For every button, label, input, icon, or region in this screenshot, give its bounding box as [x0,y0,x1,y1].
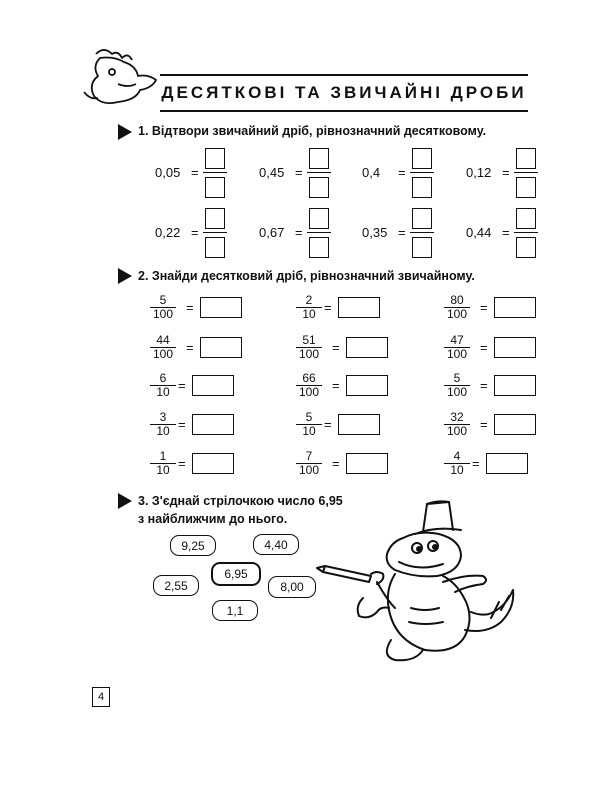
decimal-answer-box[interactable] [346,375,388,396]
denominator-box[interactable] [516,177,536,198]
fraction-denominator: 100 [446,347,468,361]
equals-sign: = [480,417,488,432]
option-1-1[interactable]: 1,1 [212,600,258,621]
numerator-box[interactable] [205,208,225,229]
common-fraction [296,411,322,438]
equals-sign: = [332,456,340,471]
fraction-bar [203,232,227,233]
decimal-value: 0,35 [362,225,388,240]
equals-sign: = [178,378,186,393]
task3-text-line1: 3. З'єднай стрілочкою число 6,95 [138,494,343,508]
fraction-denominator: 10 [450,463,464,477]
fraction-denominator: 100 [298,347,320,361]
dragon-head-icon [78,44,160,112]
denominator-box[interactable] [309,237,329,258]
fraction-denominator: 100 [298,385,320,399]
decimal-value: 0,22 [155,225,181,240]
decimal-answer-box[interactable] [346,453,388,474]
fraction-numerator: 4 [444,450,470,464]
equals-sign: = [295,225,303,240]
fraction-denominator: 10 [156,424,170,438]
equals-sign: = [178,417,186,432]
option-9-25[interactable]: 9,25 [170,535,216,556]
fraction-bar [514,232,538,233]
decimal-answer-box[interactable] [192,375,234,396]
fraction-denominator: 100 [152,347,174,361]
common-fraction [150,334,176,361]
decimal-answer-box[interactable] [192,414,234,435]
common-fraction [444,334,470,361]
fraction-numerator: 3 [150,411,176,425]
common-fraction [444,411,470,438]
common-fraction [150,294,176,321]
equals-sign: = [502,165,510,180]
equals-sign: = [502,225,510,240]
common-fraction [296,450,322,477]
equals-sign: = [398,225,406,240]
equals-sign: = [472,456,480,471]
equals-sign: = [332,340,340,355]
numerator-box[interactable] [309,208,329,229]
task1-arrow-icon [118,124,132,140]
decimal-answer-box[interactable] [200,297,242,318]
fraction-bar [410,232,434,233]
equals-sign: = [191,165,199,180]
option-4-40[interactable]: 4,40 [253,534,299,555]
task2-arrow-icon [118,268,132,284]
fraction-denominator: 10 [156,463,170,477]
fraction-denominator: 10 [302,307,316,321]
fraction-bar [514,172,538,173]
decimal-value: 0,45 [259,165,285,180]
fraction-bar [410,172,434,173]
fraction-numerator: 1 [150,450,176,464]
common-fraction [150,411,176,438]
equals-sign: = [480,340,488,355]
page-number: 4 [92,687,110,707]
task2-text: 2. Знайди десятковий дріб, рівнозначний звичайному. [138,269,475,283]
fraction-denominator: 10 [302,424,316,438]
fraction-denominator: 100 [446,424,468,438]
fraction-numerator: 7 [296,450,322,464]
decimal-value: 0,05 [155,165,181,180]
fraction-bar [307,172,331,173]
fraction-bar [307,232,331,233]
decimal-answer-box[interactable] [486,453,528,474]
fraction-numerator: 5 [296,411,322,425]
fraction-denominator: 100 [152,307,174,321]
decimal-answer-box[interactable] [494,375,536,396]
decimal-answer-box[interactable] [494,337,536,358]
equals-sign: = [480,378,488,393]
equals-sign: = [324,417,332,432]
common-fraction [444,450,470,477]
fraction-numerator: 44 [150,334,176,348]
decimal-answer-box[interactable] [494,414,536,435]
equals-sign: = [191,225,199,240]
decimal-answer-box[interactable] [200,337,242,358]
equals-sign: = [186,340,194,355]
decimal-answer-box[interactable] [346,337,388,358]
equals-sign: = [480,300,488,315]
fraction-denominator: 100 [446,307,468,321]
denominator-box[interactable] [205,177,225,198]
fraction-numerator: 2 [296,294,322,308]
numerator-box[interactable] [412,148,432,169]
decimal-value: 0,44 [466,225,492,240]
numerator-box[interactable] [516,208,536,229]
center-number-6-95[interactable]: 6,95 [211,562,261,586]
numerator-box[interactable] [412,208,432,229]
equals-sign: = [178,456,186,471]
equals-sign: = [186,300,194,315]
fraction-numerator: 51 [296,334,322,348]
numerator-box[interactable] [205,148,225,169]
denominator-box[interactable] [309,177,329,198]
task3-text-line2: з найближчим до нього. [138,512,288,526]
denominator-box[interactable] [516,237,536,258]
equals-sign: = [324,300,332,315]
fraction-numerator: 6 [150,372,176,386]
common-fraction [444,294,470,321]
fraction-denominator: 100 [298,463,320,477]
fraction-numerator: 32 [444,411,470,425]
denominator-box[interactable] [412,177,432,198]
fraction-denominator: 10 [156,385,170,399]
dinosaur-with-hat-icon [315,490,520,670]
fraction-numerator: 5 [150,294,176,308]
decimal-answer-box[interactable] [192,453,234,474]
numerator-box[interactable] [516,148,536,169]
decimal-value: 0,12 [466,165,492,180]
option-8-00[interactable]: 8,00 [268,576,316,598]
decimal-answer-box[interactable] [494,297,536,318]
fraction-denominator: 100 [446,385,468,399]
fraction-numerator: 47 [444,334,470,348]
fraction-numerator: 66 [296,372,322,386]
decimal-value: 0,4 [362,165,381,180]
decimal-value: 0,67 [259,225,285,240]
option-2-55[interactable]: 2,55 [153,575,199,596]
fraction-bar [203,172,227,173]
denominator-box[interactable] [412,237,432,258]
denominator-box[interactable] [205,237,225,258]
common-fraction [296,372,322,399]
fraction-numerator: 5 [444,372,470,386]
common-fraction [150,372,176,399]
task3-arrow-icon [118,493,132,509]
equals-sign: = [332,378,340,393]
task1-text: 1. Відтвори звичайний дріб, рівнозначний десятковому. [138,124,487,138]
page-title: ДЕСЯТКОВІ ТА ЗВИЧАЙНІ ДРОБИ [160,74,528,112]
equals-sign: = [398,165,406,180]
equals-sign: = [295,165,303,180]
fraction-numerator: 80 [444,294,470,308]
common-fraction [444,372,470,399]
common-fraction [150,450,176,477]
decimal-answer-box[interactable] [338,297,380,318]
numerator-box[interactable] [309,148,329,169]
common-fraction [296,334,322,361]
decimal-answer-box[interactable] [338,414,380,435]
common-fraction [296,294,322,321]
